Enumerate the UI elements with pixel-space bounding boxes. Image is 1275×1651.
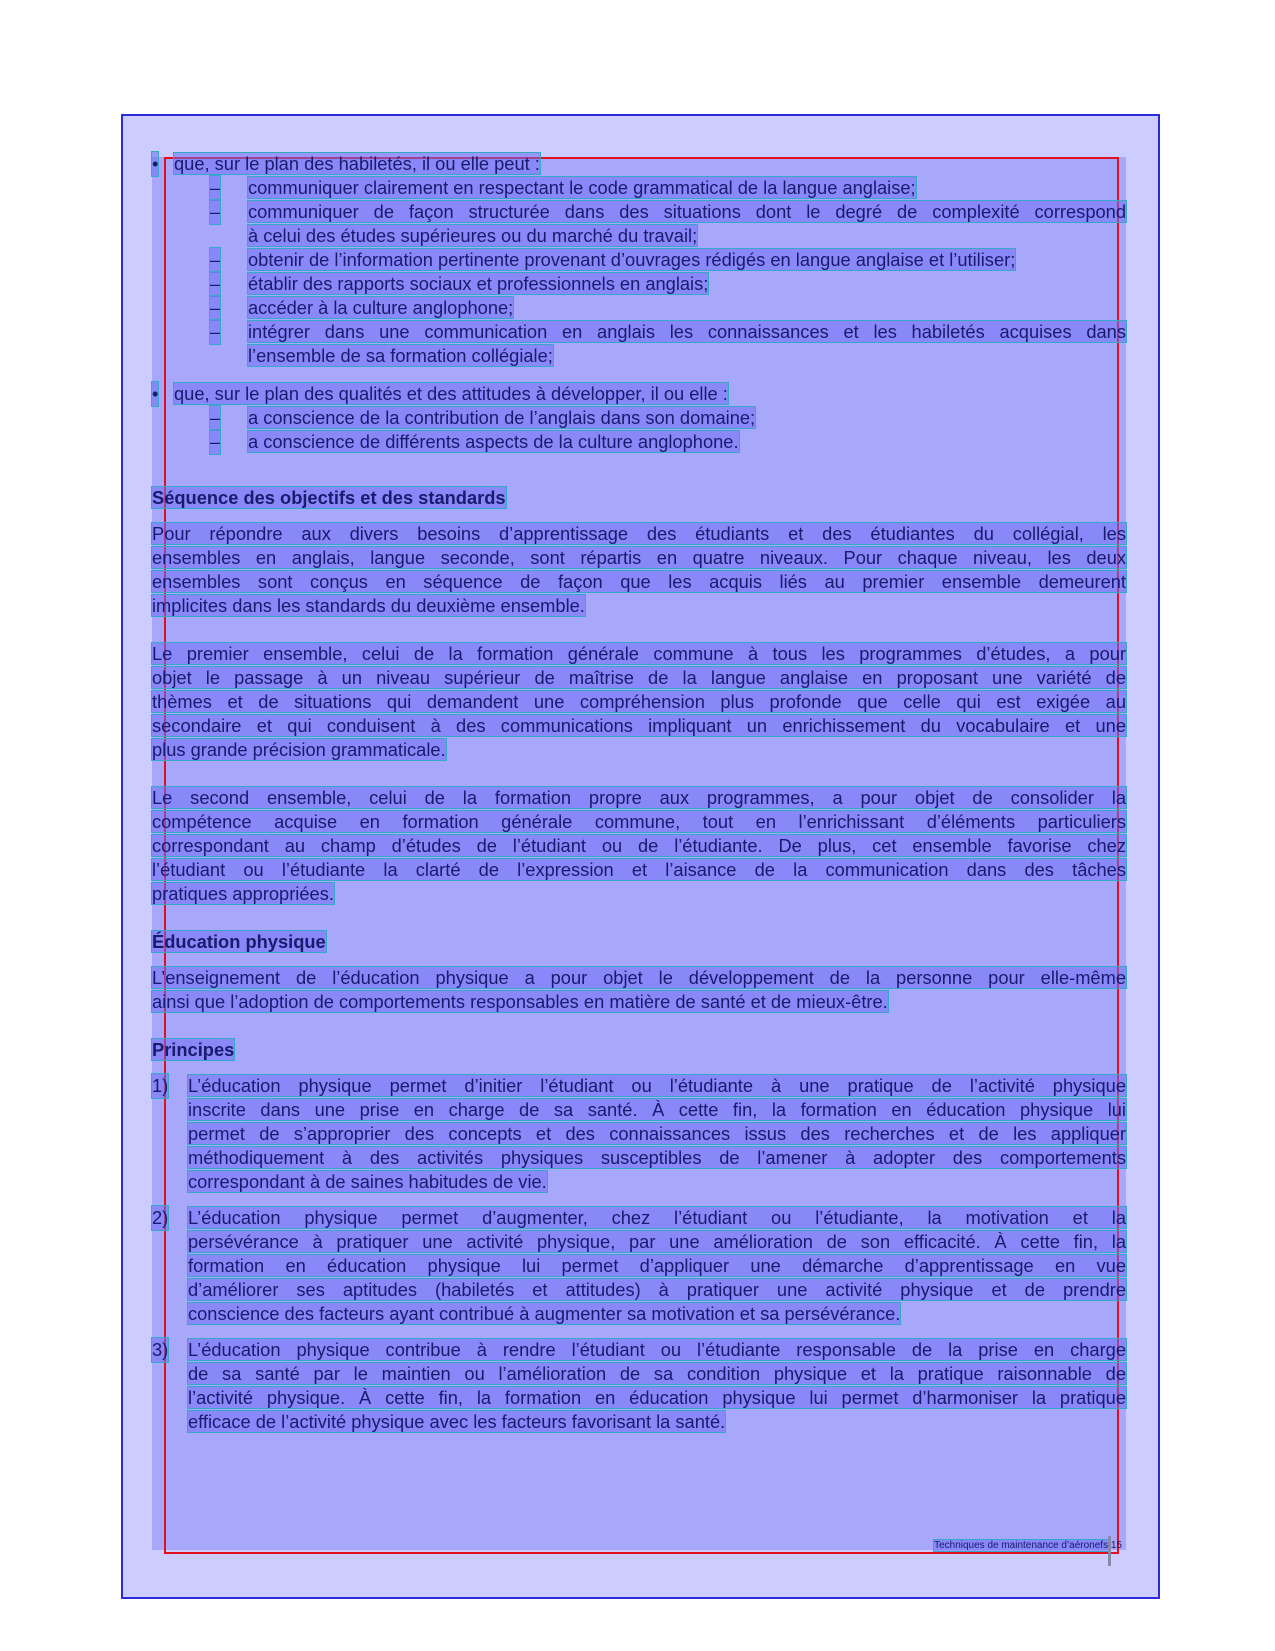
list-item	[152, 224, 1126, 248]
paragraph-text: L’enseignement de l’éducation physique a pour objet le développement de la personne pour elle-même	[152, 967, 1126, 988]
principle-line	[152, 1278, 1126, 1302]
principle-line	[152, 1410, 1126, 1434]
principle-text: méthodiquement à des activités physiques susceptibles de l’amener à adopter des comportements	[188, 1147, 1126, 1168]
principle-text: L’éducation physique contribue à rendre l’étudiant ou l’étudiante responsable de la prise en charge	[188, 1339, 1126, 1360]
paragraph-text: Pour répondre aux divers besoins d’apprentissage des étudiants et des étudiantes du collégial, les	[152, 523, 1126, 544]
paragraph-text: plus grande précision grammaticale.	[152, 739, 446, 760]
list-item	[152, 200, 1126, 224]
principle-text: L’éducation physique permet d’augmenter, chez l’étudiant ou l’étudiante, la motivation et la	[188, 1207, 1126, 1228]
principle-line	[152, 1230, 1126, 1254]
section-principes-body	[152, 1074, 1126, 1434]
paragraph-line	[152, 594, 1126, 618]
principle-text: inscrite dans une prise en charge de sa santé. À cette fin, la formation en éducation physique lui	[188, 1099, 1126, 1120]
principle-line	[152, 1302, 1126, 1326]
paragraph-text: objet le passage à un niveau supérieur de maîtrise de la langue anglaise en proposant une variété de	[152, 667, 1126, 688]
paragraph-text: ensembles en anglais, langue seconde, sont répartis en quatre niveaux. Pour chaque niveau, les deux	[152, 547, 1126, 568]
paragraph-text: secondaire et qui conduisent à des communications impliquant un enrichissement du vocabulaire et une	[152, 715, 1126, 736]
paragraph-line	[152, 642, 1126, 666]
paragraph-text: thèmes et de situations qui demandent une compréhension plus profonde que celle qui est exigée au	[152, 691, 1126, 712]
principle-line	[152, 1338, 1126, 1362]
principle-line	[152, 1386, 1126, 1410]
principle-line	[152, 1362, 1126, 1386]
principle-text: persévérance à pratiquer une activité physique, par une amélioration de son efficacité. À cette fin, la	[188, 1231, 1126, 1252]
paragraph-text: Le second ensemble, celui de la formation propre aux programmes, a pour objet de consolider la	[152, 787, 1126, 808]
paragraph-line	[152, 966, 1126, 990]
item-gap	[152, 1194, 1126, 1206]
footer-divider	[1108, 1536, 1111, 1566]
paragraph-line	[152, 690, 1126, 714]
bullet-marker: •	[152, 153, 159, 174]
principle-line	[152, 1170, 1126, 1194]
paragraph-line	[152, 810, 1126, 834]
list-item-text: accéder à la culture anglophone;	[248, 297, 514, 318]
list-item	[152, 176, 1126, 200]
paragraph-line	[152, 570, 1126, 594]
paragraph-text: compétence acquise en formation générale commune, tout en l’enrichissant d’éléments particuliers	[152, 811, 1126, 832]
principle-text: correspondant à de saines habitudes de vie.	[188, 1171, 547, 1192]
principle-text: formation en éducation physique lui permet d’appliquer une démarche d’apprentissage en vue	[188, 1255, 1126, 1276]
footer-page-number: 15	[1110, 1540, 1122, 1551]
list-item-text: établir des rapports sociaux et professionnels en anglais;	[248, 273, 709, 294]
list-item-text: obtenir de l’information pertinente provenant d’ouvrages rédigés en langue anglaise et l’utiliser;	[248, 249, 1016, 270]
principle-text: efficace de l’activité physique avec les facteurs favorisant la santé.	[188, 1411, 726, 1432]
list-item-text: intégrer dans une communication en anglais les connaissances et les habiletés acquises dans	[248, 321, 1126, 342]
dash-marker: –	[210, 321, 221, 342]
list-item	[152, 430, 1126, 454]
paragraph-line	[152, 522, 1126, 546]
section-title-sequence: Séquence des objectifs et des standards	[152, 487, 506, 508]
dash-marker: –	[210, 297, 221, 318]
paragraph-text: implicites dans les standards du deuxième ensemble.	[152, 595, 585, 616]
dash-marker: –	[210, 407, 221, 428]
page-footer	[872, 1540, 1122, 1552]
paragraph-line	[152, 714, 1126, 738]
principle-text: de sa santé par le maintien ou l’amélioration de sa condition physique et la pratique raisonnable de	[188, 1363, 1126, 1384]
bullet-text: que, sur le plan des qualités et des attitudes à développer, il ou elle :	[174, 383, 728, 404]
paragraph-text: correspondant au champ d’études de l’étudiant ou de l’étudiante. De plus, cet ensemble favorise chez	[152, 835, 1126, 856]
list-item-text: communiquer clairement en respectant le code grammatical de la langue anglaise;	[248, 177, 916, 198]
list-item-text: a conscience de différents aspects de la culture anglophone.	[248, 431, 739, 452]
list-item	[152, 406, 1126, 430]
dash-marker: –	[210, 273, 221, 294]
paragraph-line	[152, 834, 1126, 858]
section-title-principes: Principes	[152, 1039, 235, 1060]
principle-text: l’activité physique. À cette fin, la formation en éducation physique lui permet d’harmoniser la pratique	[188, 1387, 1126, 1408]
principle-line	[152, 1074, 1126, 1098]
dash-marker: –	[210, 201, 221, 222]
paragraph-line	[152, 786, 1126, 810]
list-item	[152, 296, 1126, 320]
list-item-text: communiquer de façon structurée dans des situations dont le degré de complexité correspond	[248, 201, 1126, 222]
principle-text: conscience des facteurs ayant contribué à augmenter sa motivation et sa persévérance.	[188, 1303, 901, 1324]
section-title-education: Éducation physique	[152, 931, 326, 952]
list-item	[152, 344, 1126, 368]
paragraph-line	[152, 990, 1126, 1014]
principle-text: permet de s’approprier des concepts et des connaissances issus des recherches et de les appliquer	[188, 1123, 1126, 1144]
list-item	[152, 248, 1126, 272]
list-item	[152, 272, 1126, 296]
principle-number: 2)	[152, 1207, 169, 1228]
principle-number: 3)	[152, 1339, 169, 1360]
paragraph-line	[152, 738, 1126, 762]
principle-text: d’améliorer ses aptitudes (habiletés et attitudes) à pratiquer une activité physique et de prendre	[188, 1279, 1126, 1300]
paragraph-line	[152, 858, 1126, 882]
paragraph-text: Le premier ensemble, celui de la formation générale commune à tous les programmes d’études, a pour	[152, 643, 1126, 664]
bullet-marker: •	[152, 383, 159, 404]
dash-marker: –	[210, 431, 221, 452]
paragraph-gap	[152, 762, 1126, 786]
list-item-text: a conscience de la contribution de l’anglais dans son domaine;	[248, 407, 756, 428]
paragraph-text: l’étudiant ou l’étudiante la clarté de l’expression et l’aisance de la communication dans des tâches	[152, 859, 1126, 880]
bullet-habiletes	[152, 152, 1126, 368]
paragraph-text: pratiques appropriées.	[152, 883, 334, 904]
principle-line	[152, 1098, 1126, 1122]
paragraph-line	[152, 882, 1126, 906]
list-item-text: à celui des études supérieures ou du marché du travail;	[248, 225, 698, 246]
principle-line	[152, 1206, 1126, 1230]
bullet-line	[152, 152, 1126, 176]
principle-line	[152, 1122, 1126, 1146]
list-item	[152, 320, 1126, 344]
document-text	[152, 152, 1126, 1434]
section-sequence-body	[152, 522, 1126, 906]
principle-text: L’éducation physique permet d’initier l’étudiant ou l’étudiante à une pratique de l’activité physique	[188, 1075, 1126, 1096]
bullet-text: que, sur le plan des habiletés, il ou elle peut :	[174, 153, 540, 174]
item-gap	[152, 1326, 1126, 1338]
paragraph-text: ainsi que l’adoption de comportements responsables en matière de santé et de mieux-être.	[152, 991, 888, 1012]
paragraph-line	[152, 666, 1126, 690]
section-education-body	[152, 966, 1126, 1014]
bullet-qualites	[152, 382, 1126, 454]
dash-marker: –	[210, 249, 221, 270]
list-item-text: l’ensemble de sa formation collégiale;	[248, 345, 553, 366]
principle-line	[152, 1146, 1126, 1170]
principle-number: 1)	[152, 1075, 169, 1096]
dash-marker: –	[210, 177, 221, 198]
principle-line	[152, 1254, 1126, 1278]
paragraph-gap	[152, 618, 1126, 642]
paragraph-line	[152, 546, 1126, 570]
bullet-line	[152, 382, 1126, 406]
paragraph-text: ensembles sont conçus en séquence de façon que les acquis liés au premier ensemble demeurent	[152, 571, 1126, 592]
footer-title: Techniques de maintenance d’aéronefs	[934, 1540, 1109, 1551]
